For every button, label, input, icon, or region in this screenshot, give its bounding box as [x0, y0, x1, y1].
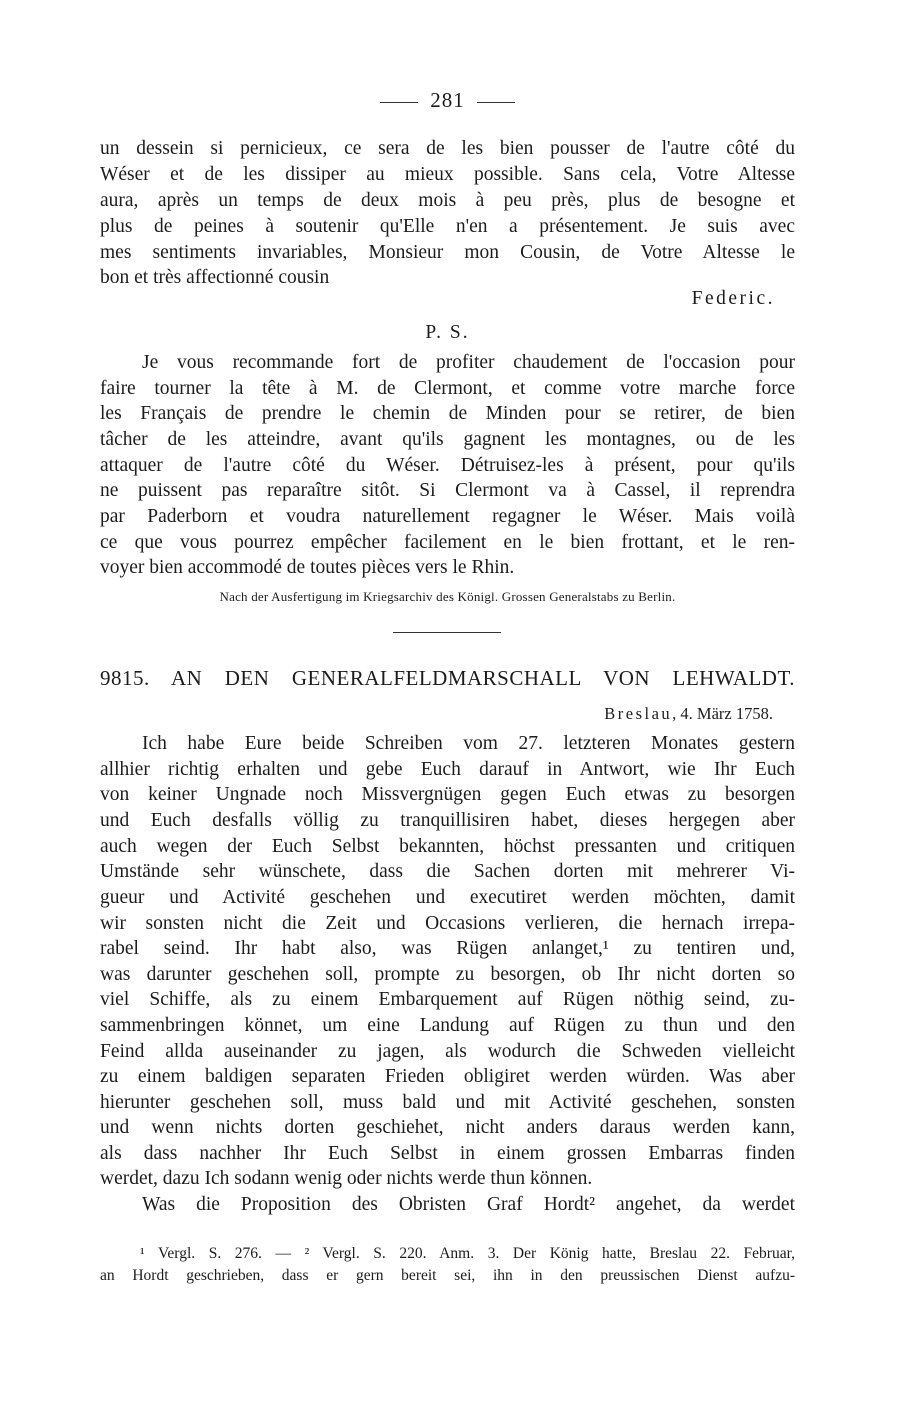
body-line: von keiner Ungnade noch Missvergnügen gegen Euch etwas zu besorgen [100, 784, 795, 805]
page-number: 281 [430, 88, 465, 112]
body-line: wir sonsten nicht die Zeit und Occasions verlieren, die hernach irrepa- [100, 913, 795, 934]
body-line: gueur und Activité geschehen und executiret werden möchten, damit [100, 887, 795, 908]
postscript-line: faire tourner la tête à M. de Clermont, et comme votre marche force [100, 378, 795, 399]
body-line: werdet, dazu Ich sodann wenig oder nichts werde thun können. [100, 1168, 593, 1189]
body-line: viel Schiffe, als zu einem Embarquement auf Rügen nöthig seind, zu- [100, 989, 795, 1010]
letter-line: aura, après un temps de deux mois à peu près, plus de besogne et [100, 190, 795, 211]
body-line: allhier richtig erhalten und gebe Euch darauf in Antwort, wie Ihr Euch [100, 759, 795, 780]
body-line: zu einem baldigen separaten Frieden obligiret werden würden. Was aber [100, 1066, 795, 1087]
letter-line: Wéser et de les dissiper au mieux possible. Sans cela, Votre Altesse [100, 164, 795, 185]
postscript-heading: P. S. [425, 322, 470, 343]
postscript-line: par Paderborn et voudra naturellement regagner le Wéser. Mais voilà [100, 506, 795, 527]
body-line: Ich habe Eure beide Schreiben vom 27. letzteren Monates gestern [142, 733, 795, 754]
letter-line: mes sentiments invariables, Monsieur mon Cousin, de Votre Altesse le [100, 242, 795, 263]
postscript-line: les Français de prendre le chemin de Minden pour se retirer, de bien [100, 403, 795, 424]
postscript-line: attaquer de l'autre côté du Wéser. Détruisez-les à présent, pour qu'ils [100, 455, 795, 476]
letter-line: bon et très affectionné cousin [100, 267, 330, 288]
body-line: hierunter geschehen soll, muss bald und mit Activité geschehen, sonsten [100, 1092, 795, 1113]
body-line: als dass nachher Ihr Euch Selbst in einem grossen Embarras finden [100, 1143, 795, 1164]
footnote-line: ¹ Vergl. S. 276. — ² Vergl. S. 220. Anm. 3. Der König hatte, Breslau 22. Februar, [140, 1245, 795, 1262]
postscript-line: ne puissent pas reparaître sitôt. Si Clermont va à Cassel, il reprendra [100, 480, 795, 501]
document-heading: 9815. AN DEN GENERALFELDMARSCHALL VON LEHWALDT. [100, 666, 795, 690]
signature: Federic. [691, 288, 775, 309]
dateline-place: Breslau [604, 704, 673, 723]
body-line: und wenn nichts dorten geschiehet, nicht anders daraus werden kann, [100, 1117, 795, 1138]
body-line: rabel seind. Ihr habt also, was Rügen anlanget,¹ zu tentiren und, [100, 938, 795, 959]
header-dash-right [477, 102, 515, 103]
body-line: was darunter geschehen soll, prompte zu besorgen, ob Ihr nicht dorten so [100, 964, 795, 985]
postscript-line: ce que vous pourrez empêcher facilement en le bien frottant, et le ren- [100, 532, 795, 553]
body-line: auch wegen der Euch Selbst bekannten, höchst pressanten und critiquen [100, 836, 795, 857]
postscript-line: Je vous recommande fort de profiter chaudement de l'occasion pour [142, 352, 795, 373]
page-header [100, 88, 795, 113]
section-divider [393, 632, 501, 633]
body-line: Was die Proposition des Obristen Graf Hordt² angehet, da werdet [142, 1194, 795, 1215]
letter-line: plus de peines à soutenir qu'Elle n'en a présentement. Je suis avec [100, 216, 795, 237]
postscript-line: tâcher de les atteindre, avant qu'ils gagnent les montagnes, ou de les [100, 429, 795, 450]
dateline-date: , 4. März 1758. [672, 704, 773, 723]
postscript-line: voyer bien accommodé de toutes pièces vers le Rhin. [100, 557, 515, 578]
dateline [604, 704, 773, 724]
body-line: sammenbringen könnet, um eine Landung auf Rügen zu thun und den [100, 1015, 795, 1036]
source-note: Nach der Ausfertigung im Kriegsarchiv des Königl. Grossen Generalstabs zu Berlin. [219, 589, 676, 604]
header-dash-left [380, 102, 418, 103]
body-line: Feind allda auseinander zu jagen, als wodurch die Schweden vielleicht [100, 1041, 795, 1062]
letter-line: un dessein si pernicieux, ce sera de les bien pousser de l'autre côté du [100, 138, 795, 159]
body-line: Umstände sehr wünschete, dass die Sachen dorten mit mehrerer Vi- [100, 861, 795, 882]
body-line: und Euch desfalls völlig zu tranquillisiren habet, dieses hergegen aber [100, 810, 795, 831]
footnote-line: an Hordt geschrieben, dass er gern bereit sei, ihn in den preussischen Dienst aufzu- [100, 1267, 795, 1284]
